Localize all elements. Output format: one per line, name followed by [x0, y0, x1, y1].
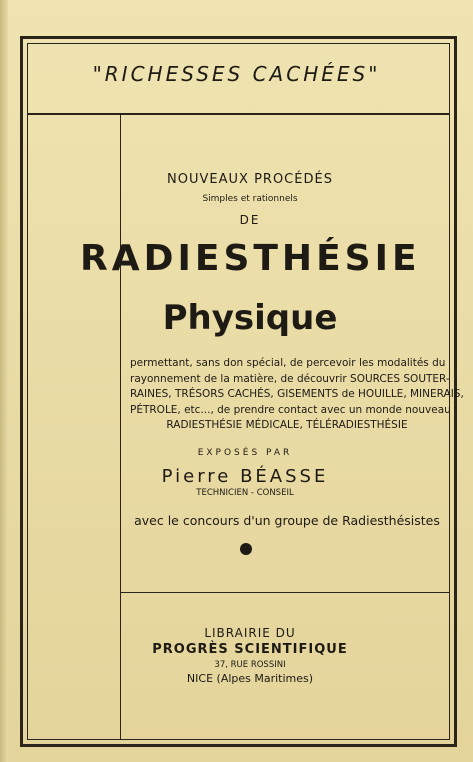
- book-subtitle: Physique: [162, 298, 338, 338]
- heading-nouveaux: NOUVEAUX PROCÉDÉS: [167, 172, 333, 187]
- description: [130, 356, 464, 434]
- collaboration-note: avec le concours d'un groupe de Radiesthésistes: [134, 513, 440, 528]
- publisher-address: 37, RUE ROSSINI: [214, 660, 286, 670]
- heading-de: DE: [239, 213, 261, 227]
- description-line: rayonnement de la matière, de découvrir SOURCES SOUTER-: [130, 372, 450, 385]
- book-title: RADIESTHÉSIE: [80, 238, 421, 279]
- author-intro: EXPOSÉS PAR: [197, 448, 293, 458]
- publisher-name: PROGRÈS SCIENTIFIQUE: [152, 642, 348, 657]
- author-name: Pierre BÉASSE: [161, 466, 329, 487]
- top-divider: [27, 113, 450, 115]
- publisher-line-1: LIBRAIRIE DU: [204, 626, 296, 640]
- description-line: RADIESTHÉSIE MÉDICALE, TÉLÉRADIESTHÉSIE: [166, 419, 408, 431]
- description-line: RAINES, TRÉSORS CACHÉS, GISEMENTS de HOUILLE, MINERAIS,: [130, 388, 464, 400]
- heading-simples: Simples et rationnels: [202, 194, 298, 204]
- bottom-divider: [120, 592, 450, 593]
- cover-edge-shadow: [0, 0, 8, 762]
- series-title: "RICHESSES CACHÉES": [92, 62, 381, 86]
- description-line: PÉTROLE, etc..., de prendre contact avec un monde nouveau: [130, 403, 451, 416]
- author-role: TECHNICIEN - CONSEIL: [196, 488, 294, 498]
- ornament-dot: [240, 543, 252, 555]
- description-line: permettant, sans don spécial, de percevoir les modalités du: [130, 357, 446, 369]
- publisher-city: NICE (Alpes Maritimes): [186, 672, 314, 685]
